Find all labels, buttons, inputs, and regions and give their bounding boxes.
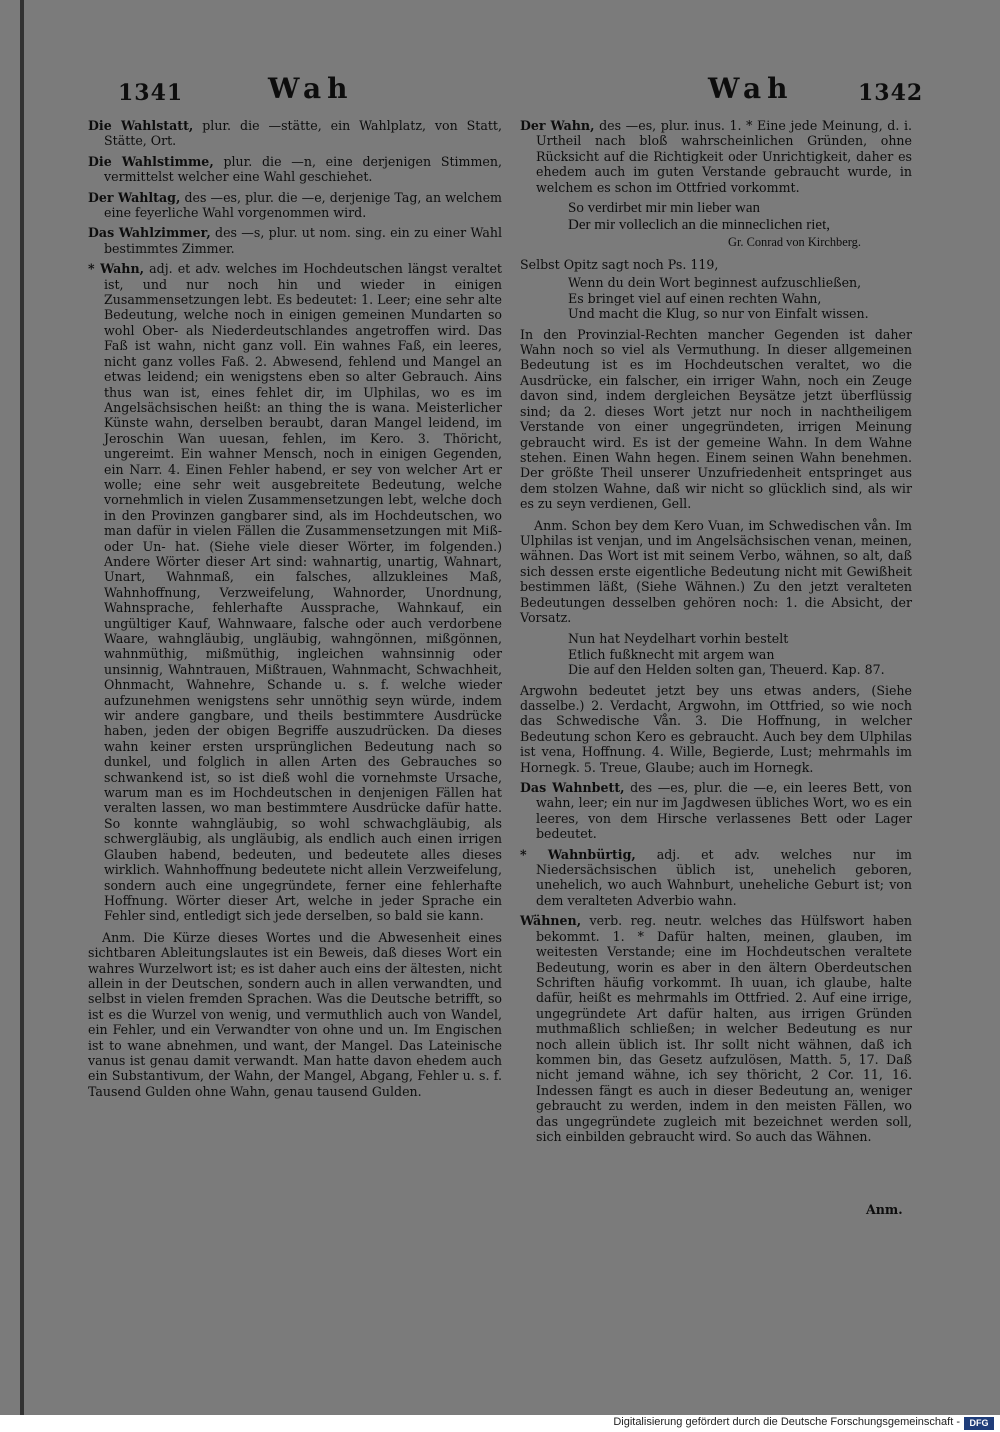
entry-headword: Wähnen,	[520, 913, 582, 929]
dictionary-entry	[88, 225, 502, 256]
entry-headword: * Wahn,	[88, 261, 144, 277]
catchword: Anm.	[866, 1202, 903, 1217]
header-word-left: Wah	[268, 72, 354, 105]
annotation-paragraph: Anm. Die Kürze dieses Wortes und die Abwesenheit eines sichtbaren Ableitungslautes ist ein Beweis, daß dieses Wort ein wahres Wurzelwort ist; es ist daher auch eins der ältesten, nicht allein in der Deutschen, sondern auch in allen verwandten, und selbst in vielen fremden Sprachen. Was die Deutsche betrifft, so ist es die Wurzel von wenig, und vermuthlich auch von Wandel, ein Fehler, und ein Verwandter von ohne und un. Im Engischen ist to wane abnehmen, und want, der Mangel. Das Lateinische vanus ist genau damit verwandt. Man hatte davon ehedem auch ein Substantivum, der Wahn, der Mangel, Abgang, Fehler u. s. f. Tausend Gulden ohne Wahn, genau tausend Gulden.	[88, 929, 502, 1099]
entry-text: des —s, plur. ut nom. sing. ein zu einer Wahl bestimmtes Zimmer.	[104, 225, 502, 256]
verse-source: Gr. Conrad von Kirchberg.	[728, 235, 861, 250]
entry-text: plur. die —n, eine derjenigen Stimmen, vermittelst welcher eine Wahl geschiehet.	[104, 153, 502, 185]
entry-headword: Die Wahlstatt,	[88, 118, 194, 133]
verse-line: Der mir volleclich an die minneclichen riet,	[568, 217, 830, 234]
body-paragraph: In den Provinzial-Rechten mancher Gegenden ist daher Wahn noch so viel als Vermuthung. In dieser allgemeinen Bedeutung ist es im Hochdeutschen veraltet, wo die Ausdrücke, ein falscher, ein irriger Wahn, noch ein Zeuge davon sind, indem dergleichen Beysätze jetzt überflüssig sind; da 2. dieses Wort jetzt nur noch in nachtheiligem Verstande von einer ungegründeten, irrigen Meinung gebraucht wird. Es ist der gemeine Wahn. In dem Wahne stehen. Einen Wahn hegen. Einem seinen Wahn benehmen. Der größte Theil unserer Unzufriedenheit entspringet aus dem stolzen Wahne, daß wir nicht so glücklich sind, als wir es zu seyn verdienen, Gell.	[520, 326, 912, 512]
body-paragraph: Argwohn bedeutet jetzt bey uns etwas anders, (Siehe dasselbe.) 2. Verdacht, Argwohn, im Ottfried, so wie noch das Schwedische Vån. 3. Die Hoffnung, in welcher Bedeutung schon Kero es gebraucht. Auch bey dem Ulphilas ist vena, Hoffnung. 4. Wille, Begierde, Lust; mehrmahls im Hornegk. 5. Treue, Glaube; auch im Hornegk.	[520, 682, 912, 775]
dictionary-entry	[520, 913, 912, 1144]
left-column	[88, 118, 502, 1105]
page-number-left: 1341	[118, 80, 184, 106]
dictionary-entry	[88, 154, 502, 185]
dictionary-entry	[520, 847, 912, 909]
entry-headword: Der Wahn,	[520, 118, 595, 133]
entry-text: des —es, plur. die —e, derjenige Tag, an welchem eine feyerliche Wahl vorgenommen wird.	[104, 189, 502, 221]
funding-credit: Digitalisierung gefördert durch die Deutsche Forschungsgemeinschaft -	[613, 1416, 960, 1428]
running-header	[0, 72, 1000, 118]
entry-text: des —es, plur. inus. 1. * Eine jede Meinung, d. i. Urtheil nach bloß wahrscheinlichen Gründen, ohne Rücksicht auf die Richtigkeit oder Unrichtigkeit, daher es ehedem auch im guten Verstande gebraucht wurde, in welchem es schon im Ottfried vorkommt.	[536, 118, 913, 195]
entry-text: plur. die —stätte, ein Wahlplatz, von Statt, Stätte, Ort.	[104, 118, 502, 149]
entry-headword: * Wahnbürtig,	[520, 846, 636, 862]
entry-headword: Das Wahnbett,	[520, 780, 625, 796]
verse-line: Und macht die Klug, so nur von Einfalt wissen.	[568, 306, 869, 322]
verse-line: Die auf den Helden solten gan, Theuerd. Kap. 87.	[568, 662, 885, 678]
header-word-right: Wah	[708, 72, 794, 105]
digitization-footer	[0, 1415, 1000, 1432]
page-number-right: 1342	[858, 80, 924, 106]
dictionary-entry	[520, 118, 912, 195]
entry-text: verb. reg. neutr. welches das Hülfswort haben bekommt. 1. * Dafür halten, meinen, glauben, im weitesten Verstande; eine im Hochdeutschen veraltete Bedeutung, worin es aber in den ältern Oberdeutschen Schriften häufig vorkommt. Ih uuan, ich glaube, halte dafür, heißt es mehrmahls im Ottfried. 2. Auf eine irrige, ungegründete Art dafür halten, aus irrigen Gründen muthmaßlich schließen; in welcher Bedeutung es nur noch allein üblich ist. Ihr sollt nicht wähnen, daß ich kommen bin, das Gesetz aufzulösen, Matth. 5, 17. Daß nicht jemand wähne, ich sey thöricht, 2 Cor. 11, 16. Indessen fängt es auch in dieser Bedeutung an, weniger gebraucht zu werden, indem in den meisten Fällen, wo das ungegründete zugleich mit bezeichnet werden soll, sich einbilden gebraucht wird. So auch das Wähnen.	[536, 913, 912, 1144]
binding-edge	[20, 0, 24, 1415]
entry-text: des —es, plur. die —e, ein leeres Bett, von wahn, leer; ein nur im Jagdwesen übliches Wort, wo es ein leeres, von dem Hirsche verlassenes Bett oder Lager bedeutet.	[536, 780, 912, 842]
entry-headword: Das Wahlzimmer,	[88, 225, 211, 241]
verse-line: Nun hat Neydelhart vorhin bestelt	[568, 631, 789, 647]
verse-line: Es bringet viel auf einen rechten Wahn,	[568, 290, 822, 306]
dictionary-entry	[520, 780, 912, 842]
verse-line: Wenn du dein Wort beginnest aufzuschließen,	[568, 275, 862, 291]
dictionary-entry	[88, 190, 502, 221]
entry-text: adj. et adv. welches im Hochdeutschen längst veraltet ist, und nur noch hin und wieder in einigen Zusammensetzungen lebt. Es bedeutet: 1. Leer; eine sehr alte Bedeutung, welche noch in einigen gemeinen Mundarten so wohl Ober- als Niederdeutschlandes angetroffen wird. Das Faß ist wahn, nicht ganz voll. Ein wahnes Faß, ein leeres, nicht ganz volles Faß. 2. Abwesend, fehlend und Mangel an etwas leidend; ein wenigstens eben so alter Gebrauch. Ains thus wan ist, eines fehlet dir, im Ulphilas, wo es im Angelsächsischen heißt: an thing the is wana. Meisterlicher Künste wahn, derselben beraubt, daran Mangel leidend, im Jeroschin Wan uuesan, fehlen, im Kero. 3. Thöricht, ungereimt. Ein wahner Mensch, noch in einigen Gegenden, ein Narr. 4. Einen Fehler habend, er sey von welcher Art er wolle; eine sehr weit ausgebreitete Bedeutung, welche vornehmlich in vielen Zusammensetzungen lebt, welche doch in den Provinzen gangbarer sind, als im Hochdeutschen, wo man dafür in vielen Fällen die Zusammensetzungen mit Miß- oder Un- hat. (Siehe viele dieser Wörter, im folgenden.) Andere Wörter dieser Art sind: wahnartig, unartig, Wahnart, Unart, Wahnmaß, ein falsches, allzukleines Maß, Wahnhoffnung, Verzweifelung, Wahnorder, Unordnung, Wahnsprache, fehlerhafte Aussprache, Wahnkauf, ein ungültiger Kauf, Wahnwaare, falsche oder auch verdorbene Waare, wahngläubig, ungläubig, wahngönnen, mißgönnen, wahnmüthig, mißmüthig, ingleichen wahnsinnig oder unsinnig, Wahntrauen, Mißtrauen, Wahnmacht, Schwachheit, Ohnmacht, Wahnehre, Schande u. s. f. welche wieder aufzunehmen wenigstens sehr unnöthig seyn würde, indem wir andere gangbare, und theils bestimmtere Ausdrücke haben, jeden der obigen Begriffe auszudrücken. Da dieses wahn keiner ersten ursprünglichen Bedeutung nach so dunkel, und folglich in allen Arten des Gebrauches so schwankend ist, so ist dieß wohl die vornehmste Ursache, warum man es im Hochdeutschen in denjenigen Fällen hat veralten lassen, wo man bestimmtere Ausdrücke dafür hatte. So konnte wahngläubig, so wohl schwachgläubig, als schwergläubig, als ungläubig, als endlich auch einen irrigen Glauben habend, bedeuten, und bedeutete alles dieses wirklich. Wahnhoffnung bedeutete nicht allein Verzweifelung, sondern auch eine ungegründete, ferner eine fehlerhafte Hoffnung. Wörter dieser Art, welche in jeder Sprache ein Fehler sind, entledigt sich jede derselben, so bald sie kann.	[104, 261, 502, 924]
verse-line: Etlich fußknecht mit argem wan	[568, 646, 775, 662]
dfg-logo: DFG	[964, 1417, 994, 1430]
quote-intro: Selbst Opitz sagt noch Ps. 119,	[520, 257, 719, 273]
quoted-verse	[520, 275, 912, 321]
dictionary-entry	[88, 118, 502, 149]
quoted-verse	[520, 200, 912, 251]
entry-text: adj. et adv. welches nur im Niedersächsischen üblich ist, unehelich geboren, unehelich, wo auch Wahnburt, uneheliche Geburt ist; von dem veralteten Adverbio wahn.	[536, 846, 912, 908]
quoted-verse	[520, 631, 912, 677]
entry-headword: Der Wahltag,	[88, 189, 181, 205]
entry-headword: Die Wahlstimme,	[88, 153, 214, 169]
annotation-paragraph: Anm. Schon bey dem Kero Vuan, im Schwedischen vån. Im Ulphilas ist venjan, und im Angelsächsischen venan, meinen, wähnen. Das Wort ist mit seinem Verbo, wähnen, so alt, daß sich dessen erste eigentliche Bedeutung nicht mit Gewißheit bestimmen läßt, (Siehe Wähnen.) Zu den jetzt veralteten Bedeutungen desselben gehören noch: 1. die Absicht, der Vorsatz.	[520, 517, 912, 625]
dictionary-entry	[88, 261, 502, 923]
verse-line: So verdirbet mir min lieber wan	[568, 200, 761, 217]
right-column	[520, 118, 912, 1149]
